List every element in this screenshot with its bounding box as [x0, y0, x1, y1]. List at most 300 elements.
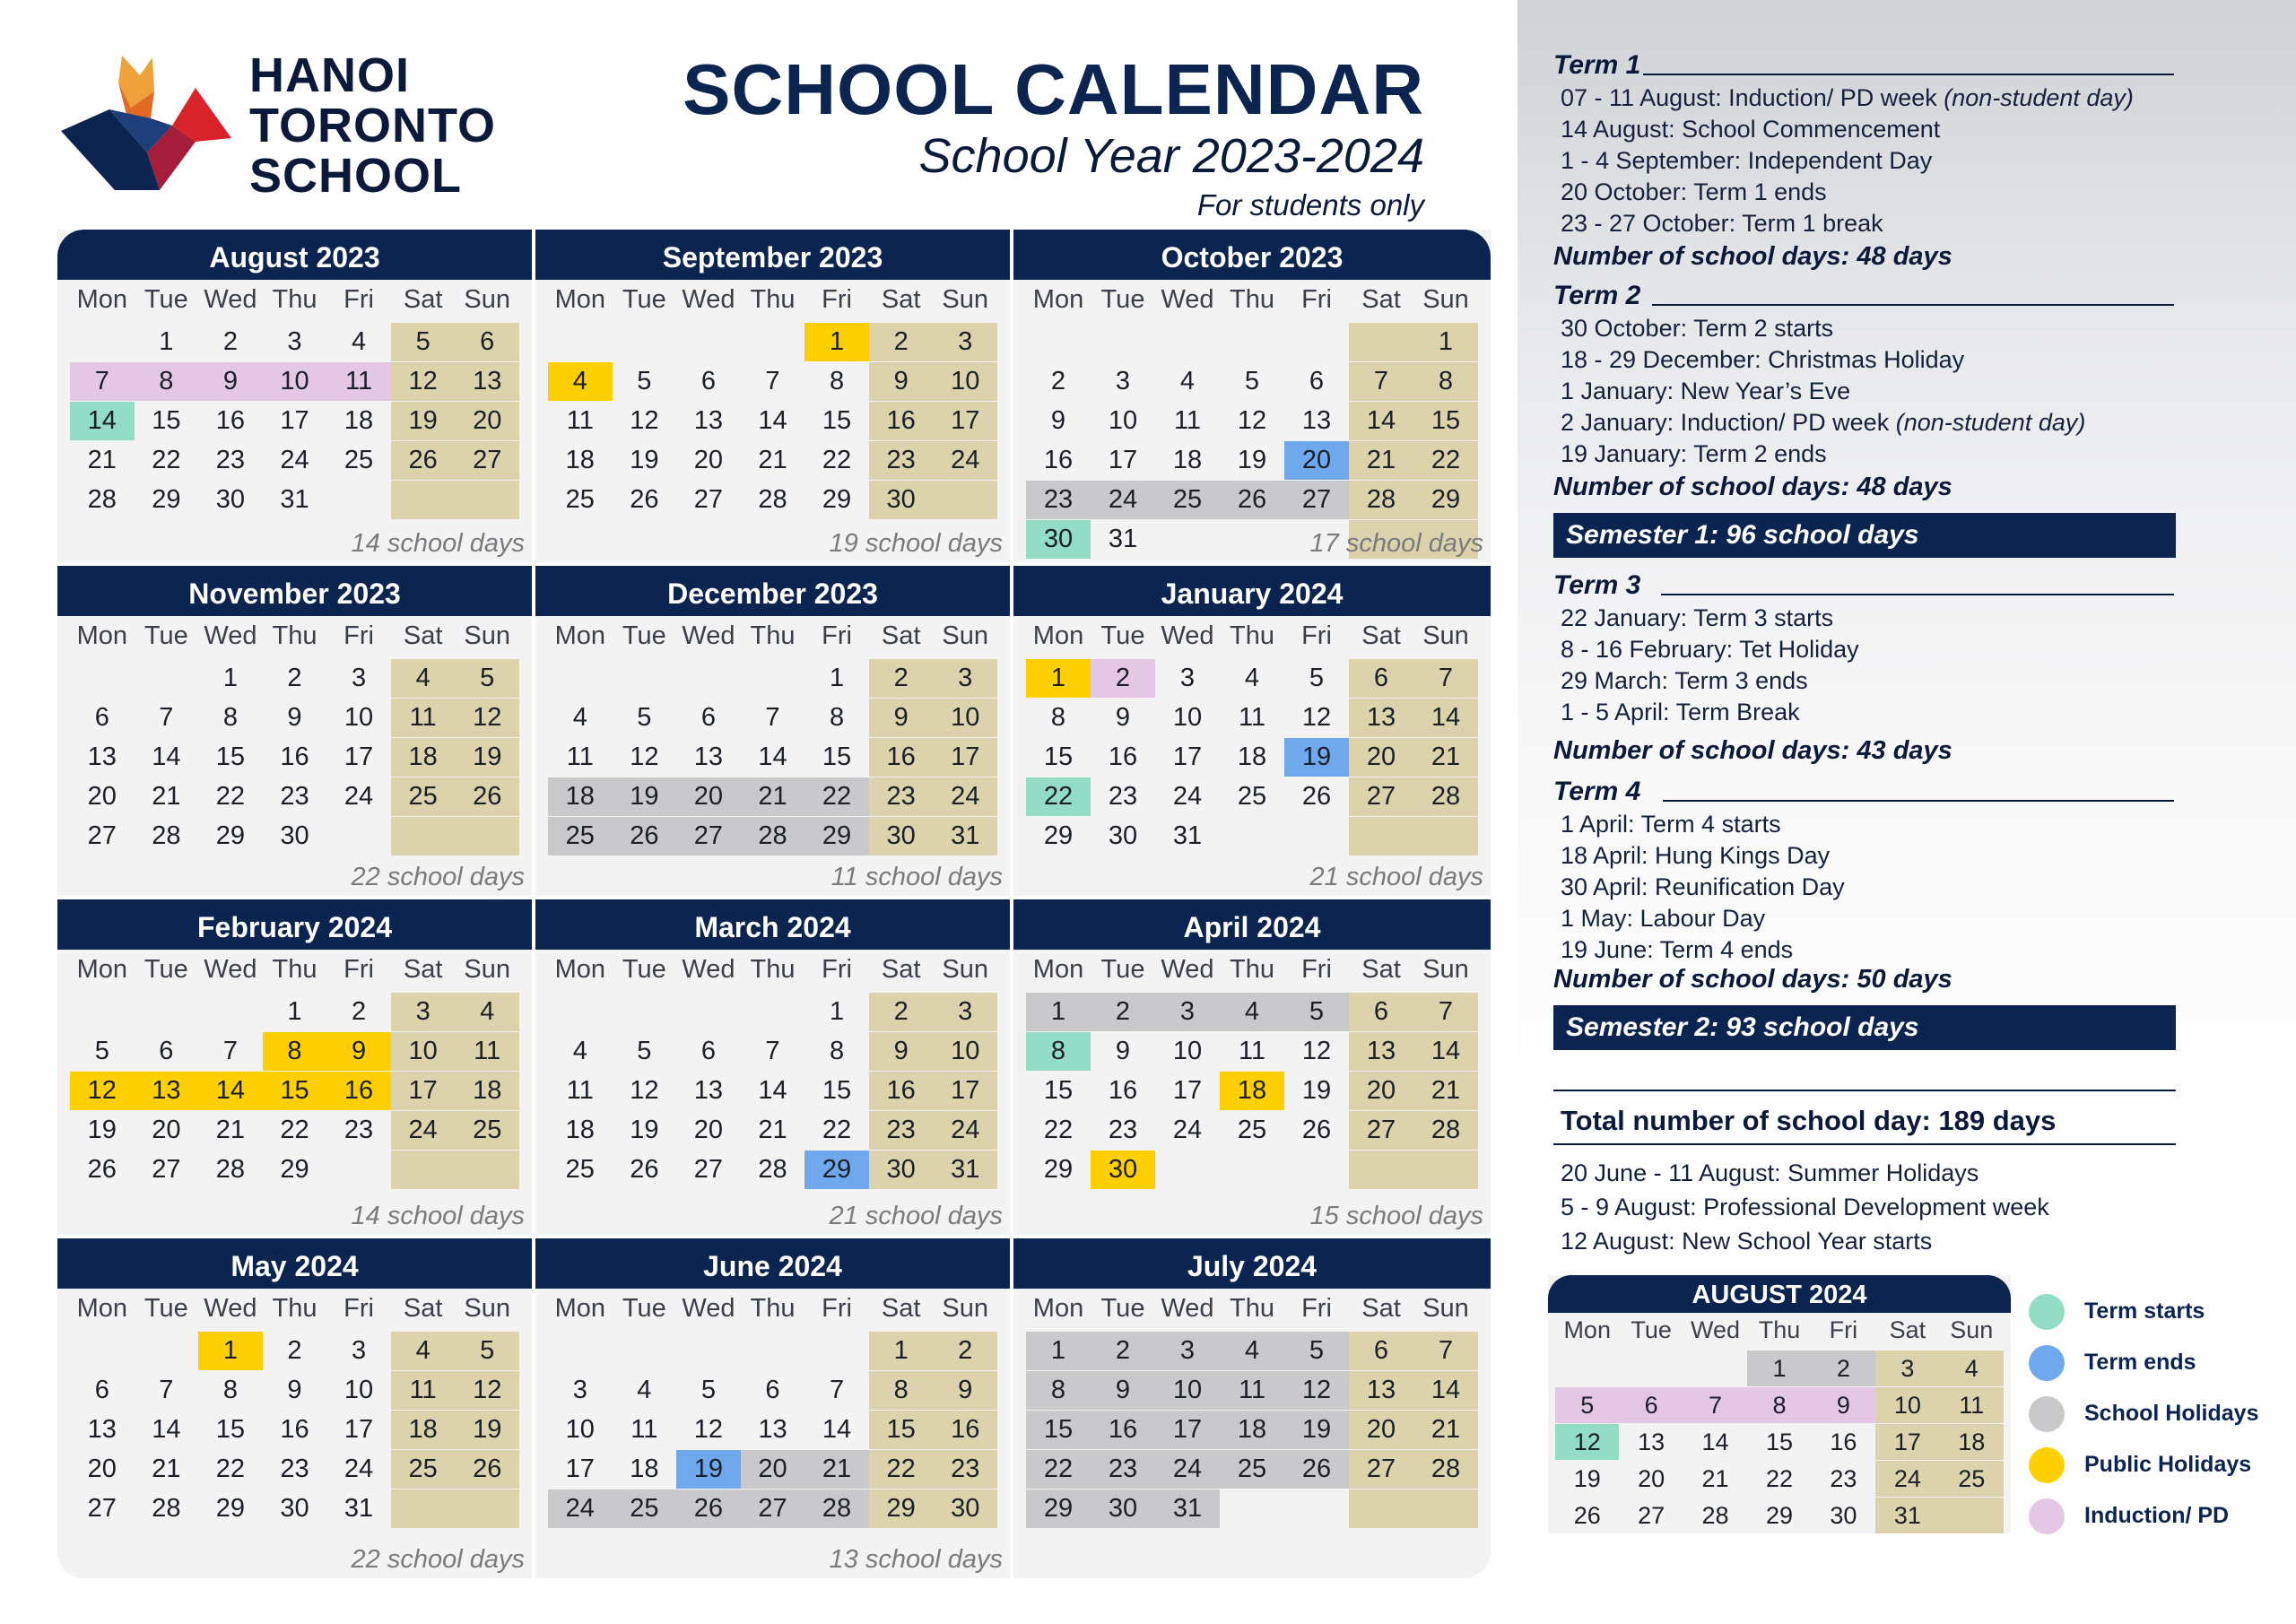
- month-title: June 2024: [535, 1238, 1010, 1289]
- day-cell: 3: [391, 993, 456, 1031]
- weekday-header: [1548, 1313, 2011, 1347]
- day-cell: 2: [351, 997, 367, 1026]
- day-cell: 19: [1284, 738, 1349, 777]
- empty-cell: [804, 1332, 869, 1370]
- day-cell: 9: [869, 362, 934, 401]
- day-cell: 18: [1220, 1072, 1284, 1110]
- empty-cell: [613, 1332, 677, 1370]
- day-cell: 23: [869, 1111, 934, 1150]
- day-cell: 30: [1091, 1151, 1155, 1189]
- day-cell: 26: [1301, 1116, 1332, 1144]
- day-cell: 20: [152, 1116, 181, 1144]
- empty-cell: [1284, 1489, 1349, 1528]
- day-cell: 6: [700, 1037, 716, 1065]
- day-cell: 21: [87, 446, 117, 474]
- day-cell: 19: [613, 777, 677, 816]
- day-cell: 15: [1043, 743, 1074, 771]
- day-cell: 2: [222, 327, 238, 356]
- day-cell: 3: [1179, 664, 1196, 692]
- weekday-label: Sat: [403, 954, 443, 984]
- day-cell: 28: [1413, 777, 1478, 816]
- day-cell: 8: [829, 367, 845, 395]
- day-cell: 7: [159, 703, 174, 732]
- empty-cell: [135, 993, 199, 1031]
- term-2-item: 18 - 29 December: Christmas Holiday: [1561, 346, 1965, 373]
- day-cell: 9: [1812, 1387, 1875, 1423]
- day-cell: 6: [1349, 659, 1413, 698]
- day-cell: 12: [1555, 1424, 1619, 1460]
- empty-cell: [326, 1151, 391, 1189]
- day-cell: 9: [869, 1032, 934, 1071]
- day-cell: 31: [280, 485, 309, 514]
- empty-cell: [741, 659, 805, 698]
- weekday-header: [1013, 616, 1491, 656]
- month-april-2024: [1013, 899, 1491, 1238]
- day-cell: 24: [391, 1111, 456, 1150]
- weekday-label: Wed: [204, 621, 257, 650]
- day-cell: 18: [1220, 1411, 1284, 1449]
- weekday-header: [57, 950, 532, 989]
- day-cell: 11: [455, 1032, 519, 1071]
- month-december-2023: [535, 566, 1013, 899]
- day-cell: 7: [222, 1037, 238, 1065]
- empty-cell: [1555, 1350, 1619, 1386]
- weekday-label: Sat: [403, 284, 443, 314]
- day-cell: 9: [287, 703, 302, 732]
- weekday-label: Tue: [1100, 1293, 1145, 1323]
- day-cell: 20: [87, 1455, 117, 1483]
- day-cell: 6: [700, 367, 716, 395]
- day-cell: 17: [1172, 743, 1203, 771]
- day-cell: 14: [1413, 1371, 1478, 1410]
- empty-cell: [198, 993, 263, 1031]
- day-cell: 28: [758, 485, 787, 514]
- weekday-label: Mon: [76, 1293, 127, 1323]
- day-cell: 11: [566, 1076, 594, 1105]
- day-cell: 20: [676, 777, 741, 816]
- empty-cell: [741, 993, 805, 1031]
- weekday-label: Thu: [272, 954, 317, 984]
- weekday-header: [1013, 950, 1491, 989]
- day-cell: 28: [804, 1489, 869, 1528]
- weekday-label: Wed: [682, 1293, 735, 1323]
- day-cell: 4: [455, 993, 519, 1031]
- weekday-label: Sun: [464, 621, 510, 650]
- day-cell: 9: [287, 1376, 302, 1404]
- day-cell: 1: [287, 997, 302, 1026]
- day-cell: 30: [1026, 520, 1091, 559]
- day-cell: 24: [344, 782, 374, 811]
- term-4-item: 18 April: Hung Kings Day: [1561, 842, 1831, 869]
- weekday-label: Sat: [881, 1293, 921, 1323]
- day-cell: 19: [1237, 446, 1267, 474]
- weekday-header: [57, 280, 532, 319]
- day-cell: 14: [152, 1415, 181, 1444]
- page-title-block: [628, 50, 1424, 226]
- day-cell: 10: [1108, 406, 1138, 435]
- term-2-item: 2 January: Induction/ PD week (non-student day): [1561, 409, 2086, 436]
- legend-item: [2029, 1388, 2289, 1439]
- weekday-label: Sun: [464, 954, 510, 984]
- day-cell: 14: [758, 406, 787, 435]
- weekday-label: Thu: [1230, 954, 1274, 984]
- day-cell: 8: [829, 703, 845, 732]
- day-cell: 8: [1026, 1032, 1091, 1071]
- day-cell: 25: [1155, 481, 1220, 519]
- day-grid: [57, 323, 532, 519]
- empty-cell: [326, 817, 391, 855]
- day-cell: 23: [215, 446, 246, 474]
- day-cell: 15: [215, 1415, 246, 1444]
- day-cell: 18: [1172, 446, 1203, 474]
- day-cell: 3: [933, 993, 997, 1031]
- day-cell: 6: [1349, 993, 1413, 1031]
- weekday-label: Wed: [682, 621, 735, 650]
- day-cell: 14: [152, 743, 181, 771]
- day-cell: 2: [1091, 993, 1155, 1031]
- day-cell: 6: [765, 1376, 780, 1404]
- day-cell: 10: [933, 1032, 997, 1071]
- day-cell: 26: [630, 1155, 659, 1184]
- month-title: August 2023: [57, 230, 532, 280]
- empty-cell: [1155, 1151, 1220, 1189]
- day-cell: 18: [1237, 743, 1267, 771]
- day-cell: 26: [1284, 1450, 1349, 1489]
- school-days-count: 22 school days: [351, 1545, 525, 1574]
- day-cell: 19: [1301, 1076, 1332, 1105]
- day-cell: 5: [455, 1332, 519, 1370]
- empty-cell: [455, 1151, 519, 1189]
- day-cell: 4: [572, 703, 587, 732]
- school-days-count: 17 school days: [1309, 529, 1483, 558]
- day-cell: 5: [1284, 993, 1349, 1031]
- term-info: [1553, 48, 2271, 1258]
- day-cell: 17: [1108, 446, 1138, 474]
- month-june-2024: [535, 1238, 1013, 1578]
- day-cell: 27: [1349, 777, 1413, 816]
- day-cell: 19: [455, 738, 519, 777]
- day-cell: 30: [1830, 1501, 1857, 1529]
- weekday-label: Tue: [1100, 954, 1145, 984]
- day-cell: 5: [1309, 664, 1325, 692]
- weekday-label: Fri: [344, 1293, 374, 1323]
- day-cell: 23: [1830, 1464, 1857, 1492]
- day-cell: 16: [1108, 743, 1138, 771]
- day-cell: 15: [822, 743, 852, 771]
- weekday-label: Thu: [272, 284, 317, 314]
- day-cell: 10: [1172, 1037, 1203, 1065]
- day-cell: 23: [933, 1450, 997, 1489]
- day-cell: 21: [215, 1116, 246, 1144]
- weekday-label: Mon: [76, 954, 127, 984]
- term-1-item: 14 August: School Commencement: [1561, 116, 1941, 143]
- legend-item: [2029, 1337, 2289, 1388]
- weekday-label: Sun: [942, 954, 988, 984]
- weekday-label: Sun: [1422, 621, 1469, 650]
- month-september-2023: [535, 230, 1013, 566]
- day-cell: 26: [613, 817, 677, 855]
- day-cell: 14: [70, 402, 135, 440]
- day-cell: 7: [159, 1376, 174, 1404]
- day-cell: 22: [1413, 441, 1478, 480]
- term-1-item: 07 - 11 August: Induction/ PD week (non-student day): [1561, 84, 2134, 111]
- day-cell: 28: [1413, 1111, 1478, 1150]
- day-cell: 20: [455, 402, 519, 440]
- day-cell: 15: [1026, 1411, 1091, 1449]
- day-cell: 9: [933, 1371, 997, 1410]
- legend-swatch-icon: [2029, 1396, 2065, 1432]
- day-cell: 16: [1043, 446, 1074, 474]
- day-cell: 16: [1108, 1076, 1138, 1105]
- day-cell: 25: [391, 1450, 456, 1489]
- day-cell: 11: [391, 1371, 456, 1410]
- empty-cell: [1284, 817, 1349, 855]
- day-cell: 30: [869, 481, 934, 519]
- term-2-heading: Term 2: [1553, 279, 2271, 313]
- day-cell: 17: [933, 1072, 997, 1110]
- day-cell: 17: [1875, 1424, 1939, 1460]
- day-cell: 27: [1349, 1450, 1413, 1489]
- legend-label: Public Holidays: [2084, 1452, 2252, 1477]
- day-cell: 20: [1638, 1464, 1665, 1492]
- day-cell: 5: [94, 1037, 109, 1065]
- day-cell: 31: [1875, 1498, 1939, 1533]
- month-title: March 2024: [535, 899, 1010, 950]
- term-4-item: 1 May: Labour Day: [1561, 905, 1766, 932]
- day-cell: 25: [548, 817, 613, 855]
- day-cell: 28: [152, 1494, 181, 1523]
- day-cell: 4: [572, 1037, 587, 1065]
- day-cell: 21: [152, 1455, 181, 1483]
- day-cell: 4: [1940, 1350, 2004, 1386]
- day-cell: 24: [1091, 481, 1155, 519]
- weekday-label: Sun: [1950, 1316, 1994, 1343]
- day-cell: 25: [565, 1155, 595, 1184]
- empty-cell: [676, 323, 741, 361]
- weekday-label: Tue: [622, 284, 666, 314]
- day-cell: 7: [1413, 659, 1478, 698]
- day-cell: 16: [869, 738, 934, 777]
- legend-item: [2029, 1439, 2289, 1490]
- weekday-label: Fri: [1301, 1293, 1332, 1323]
- day-cell: 18: [344, 406, 374, 435]
- day-cell: 23: [1108, 1116, 1138, 1144]
- day-cell: 17: [344, 1415, 374, 1444]
- weekday-label: Thu: [1230, 1293, 1274, 1323]
- legend-label: Term ends: [2084, 1350, 2196, 1375]
- empty-cell: [1284, 323, 1349, 361]
- school-name-line: SCHOOL: [249, 149, 463, 203]
- day-cell: 17: [391, 1072, 456, 1110]
- day-cell: 24: [1875, 1461, 1939, 1497]
- day-cell: 10: [933, 362, 997, 401]
- day-cell: 13: [87, 743, 117, 771]
- day-cell: 9: [1115, 1037, 1131, 1065]
- term-4-item: 19 June: Term 4 ends: [1561, 936, 1794, 963]
- day-cell: 6: [94, 1376, 109, 1404]
- day-cell: 8: [869, 1371, 934, 1410]
- day-cell: 23: [1108, 782, 1138, 811]
- day-cell: 26: [1220, 481, 1284, 519]
- weekday-label: Tue: [144, 1293, 188, 1323]
- day-cell: 25: [1237, 1116, 1267, 1144]
- empty-cell: [1026, 323, 1091, 361]
- day-cell: 27: [87, 1494, 117, 1523]
- day-cell: 22: [1026, 777, 1091, 816]
- day-cell: 2: [869, 323, 934, 361]
- day-cell: 7: [70, 362, 135, 401]
- term-4-summary: Number of school days: 50 days: [1553, 965, 1952, 994]
- day-cell: 5: [455, 659, 519, 698]
- day-cell: 3: [351, 664, 367, 692]
- day-cell: 1: [1026, 993, 1091, 1031]
- day-cell: 26: [391, 441, 456, 480]
- day-cell: 12: [455, 1371, 519, 1410]
- day-cell: 29: [215, 1494, 246, 1523]
- day-cell: 5: [700, 1376, 716, 1404]
- day-cell: 25: [344, 446, 374, 474]
- day-cell: 8: [263, 1032, 327, 1071]
- month-grid: [57, 230, 1491, 1578]
- day-cell: 7: [1413, 993, 1478, 1031]
- term-2-item: 30 October: Term 2 starts: [1561, 315, 1834, 342]
- day-cell: 2: [1091, 1332, 1155, 1370]
- day-cell: 19: [87, 1116, 117, 1144]
- day-cell: 3: [351, 1336, 367, 1365]
- day-cell: 27: [87, 821, 117, 850]
- weekday-label: Tue: [1100, 284, 1145, 314]
- day-grid: [1013, 1332, 1491, 1528]
- day-cell: 2: [1091, 659, 1155, 698]
- weekday-label: Tue: [1631, 1316, 1672, 1343]
- day-cell: 13: [1301, 406, 1332, 435]
- day-cell: 16: [280, 1415, 309, 1444]
- day-cell: 27: [741, 1489, 805, 1528]
- legend-label: Induction/ PD: [2084, 1503, 2230, 1528]
- day-cell: 11: [1173, 406, 1202, 435]
- legend-item: [2029, 1286, 2289, 1337]
- empty-cell: [1220, 1151, 1284, 1189]
- day-cell: 28: [741, 817, 805, 855]
- day-cell: 30: [869, 1151, 934, 1189]
- day-grid: [57, 659, 532, 855]
- day-cell: 14: [1349, 402, 1413, 440]
- weekday-label: Sat: [1361, 621, 1401, 650]
- month-may-2024: [57, 1238, 535, 1578]
- term-4-item: 30 April: Reunification Day: [1561, 873, 1845, 900]
- day-cell: 6: [1309, 367, 1325, 395]
- day-cell: 7: [765, 367, 780, 395]
- weekday-label: Sun: [1422, 1293, 1469, 1323]
- day-cell: 24: [548, 1489, 613, 1528]
- day-cell: 17: [933, 402, 997, 440]
- day-cell: 5: [1284, 1332, 1349, 1370]
- term-3-item: 29 March: Term 3 ends: [1561, 667, 1808, 694]
- day-cell: 11: [566, 743, 594, 771]
- day-cell: 8: [1413, 362, 1478, 401]
- day-cell: 8: [222, 1376, 238, 1404]
- month-march-2024: [535, 899, 1013, 1238]
- day-cell: 7: [765, 703, 780, 732]
- day-cell: 19: [455, 1411, 519, 1449]
- empty-cell: [676, 659, 741, 698]
- empty-cell: [1349, 1489, 1413, 1528]
- day-cell: 8: [222, 703, 238, 732]
- day-cell: 22: [869, 1450, 934, 1489]
- empty-cell: [70, 993, 135, 1031]
- day-cell: 30: [215, 485, 246, 514]
- day-cell: 3: [933, 323, 997, 361]
- day-cell: 24: [933, 441, 997, 480]
- day-cell: 2: [933, 1332, 997, 1370]
- day-cell: 26: [630, 485, 659, 514]
- day-cell: 18: [391, 738, 456, 777]
- weekday-label: Sun: [1422, 954, 1469, 984]
- school-days-count: 22 school days: [351, 863, 525, 891]
- school-days-count: 14 school days: [351, 1202, 525, 1230]
- day-cell: 16: [869, 402, 934, 440]
- day-grid: [1548, 1350, 2011, 1533]
- day-cell: 29: [215, 821, 246, 850]
- day-cell: 11: [391, 699, 456, 737]
- day-cell: 8: [829, 1037, 845, 1065]
- legend-swatch-icon: [2029, 1447, 2065, 1483]
- day-cell: 12: [630, 743, 659, 771]
- month-february-2024: [57, 899, 535, 1238]
- day-cell: 2: [287, 664, 302, 692]
- day-cell: 7: [765, 1037, 780, 1065]
- day-cell: 20: [87, 782, 117, 811]
- weekday-label: Wed: [204, 284, 257, 314]
- weekday-label: Thu: [750, 621, 796, 650]
- day-cell: 21: [152, 782, 181, 811]
- day-cell: 14: [822, 1415, 852, 1444]
- day-cell: 19: [630, 446, 659, 474]
- day-cell: 30: [280, 821, 309, 850]
- day-cell: 13: [693, 1076, 724, 1105]
- empty-cell: [676, 993, 741, 1031]
- day-cell: 1: [1026, 1332, 1091, 1370]
- empty-cell: [548, 659, 613, 698]
- day-cell: 8: [1026, 1371, 1091, 1410]
- day-cell: 28: [1349, 481, 1413, 519]
- day-cell: 6: [455, 323, 519, 361]
- day-cell: 26: [1573, 1501, 1601, 1529]
- day-cell: 25: [391, 777, 456, 816]
- day-cell: 25: [1237, 782, 1267, 811]
- day-cell: 29: [822, 485, 852, 514]
- weekday-label: Fri: [344, 621, 374, 650]
- day-cell: 7: [1413, 1332, 1478, 1370]
- empty-cell: [1220, 520, 1284, 559]
- day-grid: [1013, 323, 1491, 559]
- day-cell: 19: [676, 1450, 741, 1489]
- month-title: May 2024: [57, 1238, 532, 1289]
- weekday-label: Sat: [1361, 1293, 1401, 1323]
- weekday-label: Fri: [822, 1293, 852, 1323]
- day-cell: 13: [1349, 699, 1413, 737]
- month-july-2024: [1013, 1238, 1491, 1578]
- day-cell: 1: [222, 664, 238, 692]
- month-title: AUGUST 2024: [1548, 1275, 2011, 1313]
- day-cell: 1: [1413, 323, 1478, 361]
- day-cell: 29: [1026, 1489, 1091, 1528]
- day-cell: 22: [804, 777, 869, 816]
- empty-cell: [391, 1151, 456, 1189]
- term-1-summary: Number of school days: 48 days: [1553, 242, 1952, 271]
- weekday-label: Thu: [1758, 1316, 1801, 1343]
- day-cell: 9: [326, 1032, 391, 1071]
